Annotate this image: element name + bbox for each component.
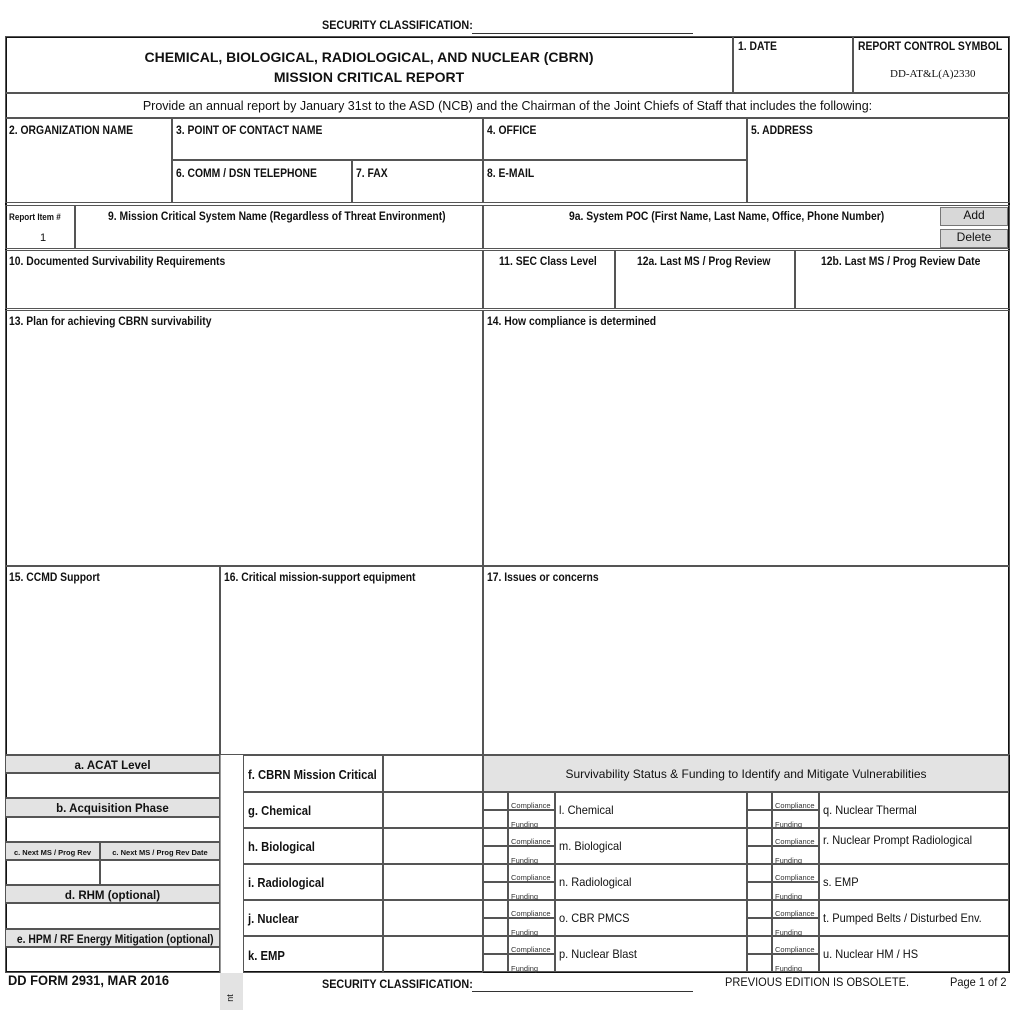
report-item-cell xyxy=(5,205,75,249)
next-ms-label: c. Next MS / Prog Rev xyxy=(13,848,92,857)
security-classification-label-bottom: SECURITY CLASSIFICATION: xyxy=(322,977,473,991)
survivability-requirements-field[interactable] xyxy=(5,250,483,309)
next-ms-header xyxy=(5,842,100,860)
ccmd-field[interactable] xyxy=(5,566,220,755)
hpm-field[interactable] xyxy=(5,947,220,973)
sec-class-label: 11. SEC Class Level xyxy=(499,256,597,268)
equipment-field[interactable] xyxy=(220,566,483,755)
phase-label: b. Acquisition Phase xyxy=(56,803,169,815)
funding-tag-text: Funding xyxy=(775,856,803,865)
compliance-tag-text: Compliance xyxy=(511,909,551,918)
next-ms-date-field[interactable] xyxy=(100,860,220,885)
survivability-item xyxy=(555,864,747,900)
compliance-input[interactable] xyxy=(483,792,508,810)
rcs-cell xyxy=(853,36,1010,93)
critical-row-label xyxy=(243,900,383,936)
compliance-input[interactable] xyxy=(483,828,508,846)
requirements-label: 10. Documented Survivability Requirements xyxy=(9,256,226,268)
critical-item-label: f. CBRN Mission Critical xyxy=(248,767,377,782)
compliance-tag-text: Compliance xyxy=(511,945,551,954)
page-number: Page 1 of 2 xyxy=(950,975,1007,989)
survivability-item-label: q. Nuclear Thermal xyxy=(823,803,917,817)
funding-input[interactable] xyxy=(483,954,508,972)
last-ms-date-label: 12b. Last MS / Prog Review Date xyxy=(821,256,981,268)
compliance-input[interactable] xyxy=(747,828,772,846)
phone-label: 6. COMM / DSN TELEPHONE xyxy=(176,168,317,180)
critical-value-field[interactable] xyxy=(383,936,483,973)
survivability-item-label: l. Chemical xyxy=(559,803,614,817)
compliance-input[interactable] xyxy=(747,864,772,882)
sec-class-field[interactable] xyxy=(483,250,615,309)
funding-tag-text: Funding xyxy=(511,820,539,829)
rhm-header xyxy=(5,885,220,903)
compliance-tag xyxy=(772,864,819,882)
org-name-field[interactable] xyxy=(5,118,172,203)
acat-header xyxy=(5,755,220,773)
plan-label: 13. Plan for achieving CBRN survivability xyxy=(9,316,212,328)
compliance-tag xyxy=(772,936,819,954)
next-ms-field[interactable] xyxy=(5,860,100,885)
survivability-item xyxy=(555,828,747,864)
fax-field[interactable] xyxy=(352,160,483,203)
survivability-item-label: n. Radiological xyxy=(559,875,632,889)
compliance-tag-text: Compliance xyxy=(775,873,815,882)
rhm-label: d. RHM (optional) xyxy=(64,890,161,902)
poc-name-field[interactable] xyxy=(172,118,483,160)
funding-input[interactable] xyxy=(747,882,772,900)
office-field[interactable] xyxy=(483,118,747,160)
report-item-value: 1 xyxy=(40,232,47,244)
survivability-item xyxy=(819,864,1009,900)
poc-name-label: 3. POINT OF CONTACT NAME xyxy=(176,125,323,137)
office-label: 4. OFFICE xyxy=(487,125,537,137)
critical-value-field[interactable] xyxy=(383,792,483,828)
compliance-tag xyxy=(772,900,819,918)
funding-tag-text: Funding xyxy=(511,928,539,937)
critical-item-label: h. Biological xyxy=(248,840,315,854)
critical-item-label: k. EMP xyxy=(248,948,285,963)
address-field[interactable] xyxy=(747,118,1010,203)
survivability-item-label: m. Biological xyxy=(559,839,622,853)
compliance-tag-text: Compliance xyxy=(511,801,551,810)
survivability-header: Survivability Status & Funding to Identify and Mitigate Vulnerabilities xyxy=(483,755,1009,792)
survivability-item-label: s. EMP xyxy=(823,875,859,889)
security-classification-field-bottom[interactable] xyxy=(472,991,693,992)
next-ms-date-header xyxy=(100,842,220,860)
funding-input[interactable] xyxy=(483,810,508,828)
critical-item-label: j. Nuclear xyxy=(248,912,299,926)
funding-tag-text: Funding xyxy=(511,856,539,865)
funding-input[interactable] xyxy=(747,846,772,864)
critical-item-label: g. Chemical xyxy=(248,804,312,818)
last-ms-date-field[interactable] xyxy=(795,250,1010,309)
acat-field[interactable] xyxy=(5,773,220,798)
email-field[interactable] xyxy=(483,160,747,203)
funding-tag xyxy=(772,882,819,900)
phase-field[interactable] xyxy=(5,817,220,842)
system-name-label: 9. Mission Critical System Name (Regardless of Threat Environment) xyxy=(108,211,446,223)
compliance-tag xyxy=(772,792,819,810)
next-ms-date-label: c. Next MS / Prog Rev Date xyxy=(112,848,208,857)
side-tab xyxy=(220,973,243,1010)
survivability-item xyxy=(819,936,1009,972)
funding-input[interactable] xyxy=(483,882,508,900)
system-name-field[interactable] xyxy=(75,205,483,249)
phone-field[interactable] xyxy=(172,160,352,203)
compliance-tag xyxy=(508,864,555,882)
plan-field[interactable] xyxy=(5,310,483,566)
survivability-item xyxy=(555,792,747,828)
funding-tag xyxy=(772,810,819,828)
last-ms-label: 12a. Last MS / Prog Review xyxy=(637,256,771,268)
funding-input[interactable] xyxy=(747,918,772,936)
funding-tag-text: Funding xyxy=(775,964,803,973)
form-number: DD FORM 2931, MAR 2016 xyxy=(8,972,170,988)
funding-tag-text: Funding xyxy=(511,964,539,973)
critical-row-label xyxy=(243,864,383,900)
system-poc-field[interactable] xyxy=(483,205,1010,249)
ccmd-label: 15. CCMD Support xyxy=(9,572,100,584)
funding-input[interactable] xyxy=(483,918,508,936)
issues-field[interactable] xyxy=(483,566,1010,755)
funding-tag xyxy=(508,810,555,828)
date-field[interactable] xyxy=(733,36,853,93)
funding-tag xyxy=(508,954,555,972)
form-subtitle: MISSION CRITICAL REPORT xyxy=(273,69,465,85)
funding-tag-text: Funding xyxy=(775,820,803,829)
compliance-tag-text: Compliance xyxy=(511,873,551,882)
survivability-item xyxy=(819,828,1009,864)
hpm-header xyxy=(5,929,220,947)
compliance-tag xyxy=(772,828,819,846)
compliance-tag xyxy=(508,828,555,846)
survivability-item xyxy=(819,900,1009,936)
survivability-item-label: p. Nuclear Blast xyxy=(559,947,637,961)
survivability-item xyxy=(819,792,1009,828)
survivability-item xyxy=(555,936,747,972)
funding-input[interactable] xyxy=(747,810,772,828)
critical-value-field[interactable] xyxy=(383,900,483,936)
fax-label: 7. FAX xyxy=(356,168,388,180)
funding-tag xyxy=(772,846,819,864)
side-strip xyxy=(220,755,243,1010)
critical-row-label xyxy=(243,755,383,792)
instructions: Provide an annual report by January 31st to the ASD (NCB) and the Chairman of the Joint Chiefs of Staff that includes the following: xyxy=(5,93,1010,118)
compliance-label: 14. How compliance is determined xyxy=(487,316,657,328)
compliance-input[interactable] xyxy=(747,792,772,810)
email-label: 8. E-MAIL xyxy=(487,168,535,180)
survivability-item xyxy=(555,900,747,936)
survivability-item-label: t. Pumped Belts / Disturbed Env. xyxy=(823,911,982,925)
compliance-field[interactable] xyxy=(483,310,1010,566)
add-button[interactable]: Add xyxy=(940,207,1008,226)
funding-tag xyxy=(772,954,819,972)
compliance-input[interactable] xyxy=(747,900,772,918)
funding-tag xyxy=(772,918,819,936)
compliance-tag-text: Compliance xyxy=(511,837,551,846)
compliance-input[interactable] xyxy=(747,936,772,954)
compliance-tag xyxy=(508,900,555,918)
critical-row-label xyxy=(243,936,383,973)
rcs-value: DD-AT&L(A)2330 xyxy=(890,68,976,80)
critical-value-field[interactable] xyxy=(383,755,483,792)
form-title: CHEMICAL, BIOLOGICAL, RADIOLOGICAL, AND NUCLEAR (CBRN) xyxy=(144,49,594,65)
compliance-tag-text: Compliance xyxy=(775,801,815,810)
compliance-input[interactable] xyxy=(483,936,508,954)
funding-tag xyxy=(508,918,555,936)
funding-input[interactable] xyxy=(483,846,508,864)
obsolete-notice: PREVIOUS EDITION IS OBSOLETE. xyxy=(725,975,910,989)
compliance-tag xyxy=(508,936,555,954)
report-item-label: Report Item # xyxy=(9,212,61,222)
critical-row-label xyxy=(243,828,383,864)
last-ms-field[interactable] xyxy=(615,250,795,309)
title-cell xyxy=(5,36,733,93)
equipment-label: 16. Critical mission-support equipment xyxy=(224,572,416,584)
security-classification-label: SECURITY CLASSIFICATION: xyxy=(322,18,473,32)
funding-tag-text: Funding xyxy=(511,892,539,901)
compliance-input[interactable] xyxy=(483,864,508,882)
address-label: 5. ADDRESS xyxy=(751,125,813,137)
survivability-item-label: u. Nuclear HM / HS xyxy=(823,947,919,961)
compliance-input[interactable] xyxy=(483,900,508,918)
compliance-tag-text: Compliance xyxy=(775,909,815,918)
side-tab-text: nt xyxy=(224,994,235,1002)
date-label: 1. DATE xyxy=(738,41,777,53)
critical-row-label xyxy=(243,792,383,828)
critical-value-field[interactable] xyxy=(383,864,483,900)
issues-label: 17. Issues or concerns xyxy=(487,572,599,584)
critical-value-field[interactable] xyxy=(383,828,483,864)
hpm-label: e. HPM / RF Energy Mitigation (optional) xyxy=(16,934,214,946)
org-name-label: 2. ORGANIZATION NAME xyxy=(9,125,134,137)
funding-tag-text: Funding xyxy=(775,928,803,937)
survivability-item-label: o. CBR PMCS xyxy=(559,911,630,925)
phase-header xyxy=(5,798,220,817)
acat-label: a. ACAT Level xyxy=(74,760,151,772)
compliance-tag xyxy=(508,792,555,810)
delete-button[interactable]: Delete xyxy=(940,229,1008,248)
compliance-tag-text: Compliance xyxy=(775,945,815,954)
funding-tag xyxy=(508,882,555,900)
funding-tag xyxy=(508,846,555,864)
critical-item-label: i. Radiological xyxy=(248,876,325,890)
security-classification-field-top[interactable] xyxy=(472,33,693,34)
funding-input[interactable] xyxy=(747,954,772,972)
rhm-field[interactable] xyxy=(5,903,220,929)
compliance-tag-text: Compliance xyxy=(775,837,815,846)
rcs-label: REPORT CONTROL SYMBOL xyxy=(858,41,1003,53)
system-poc-label: 9a. System POC (First Name, Last Name, Office, Phone Number) xyxy=(569,211,885,223)
survivability-item-label: r. Nuclear Prompt Radiological xyxy=(823,833,973,847)
funding-tag-text: Funding xyxy=(775,892,803,901)
